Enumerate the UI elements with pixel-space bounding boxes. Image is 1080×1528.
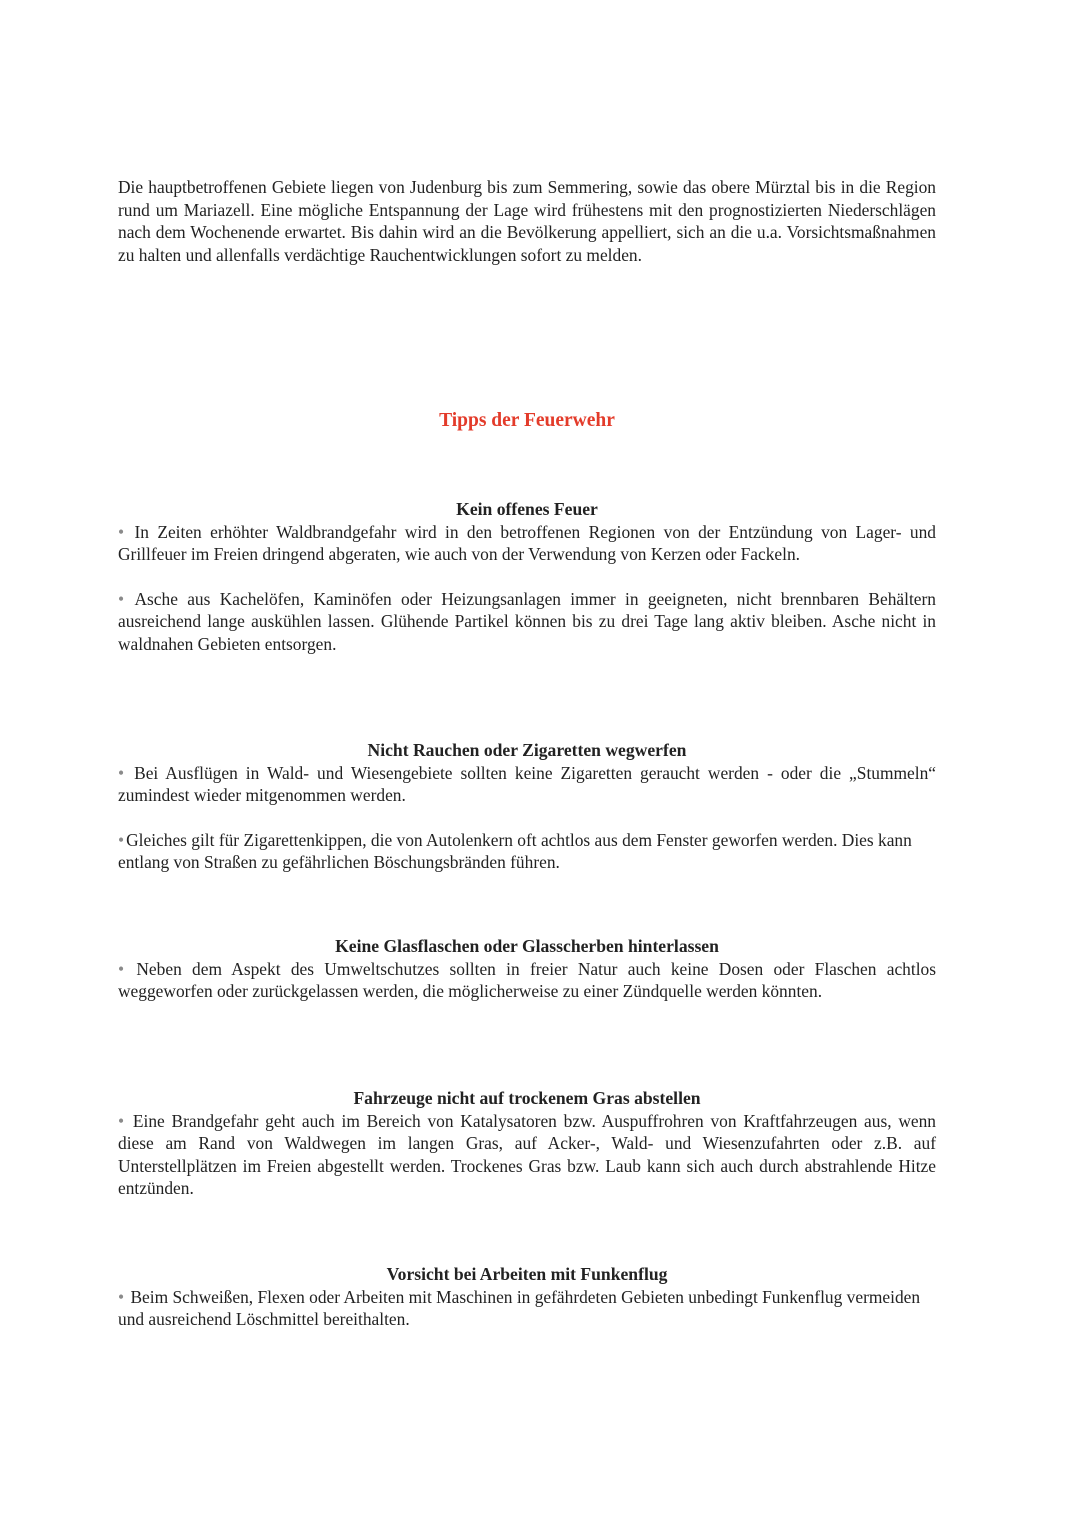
section-kein-offenes-feuer: [118, 498, 936, 656]
bullet-icon: •: [118, 762, 125, 783]
section-fahrzeuge: [118, 1087, 936, 1200]
section-heading: Kein offenes Feuer: [456, 499, 598, 519]
bullet-icon: •: [118, 958, 125, 979]
bullet-paragraph: • Beim Schweißen, Flexen oder Arbeiten mit Maschinen in gefährdeten Gebieten unbedingt Funkenflug vermeiden und ausreichend Löschmittel bereithalten.: [118, 1286, 921, 1330]
bullet-paragraph: • Neben dem Aspekt des Umweltschutzes sollten in freier Natur auch keine Dosen oder Flaschen achtlos weggeworfen oder zurückgelassen werden, die möglicherweise zu einer Zündquelle werden könnten.: [118, 958, 936, 1002]
section-heading: Nicht Rauchen oder Zigaretten wegwerfen: [367, 740, 687, 760]
tips-title: Tipps der Feuerwehr: [439, 410, 615, 431]
intro-paragraph: Die hauptbetroffenen Gebiete liegen von Judenburg bis zum Semmering, sowie das obere Mürztal bis in die Region rund um Mariazell. Eine mögliche Entspannung der Lage wird frühestens mit den prognostizierten Niederschlägen nach dem Wochenende erwartet. Bis dahin wird an die Bevölkerung appelliert, sich an die u.a. Vorsichtsmaßnahmen zu halten und allenfalls verdächtige Rauchentwicklungen sofort zu melden.: [118, 177, 936, 265]
bullet-paragraph: • In Zeiten erhöhter Waldbrandgefahr wird in den betroffenen Regionen von der Entzündung von Lager- und Grillfeuer im Freien dringend abgeraten, wie auch von der Verwendung von Kerzen oder Fackeln.: [118, 521, 936, 565]
bullet-paragraph: • Asche aus Kachelöfen, Kaminöfen oder Heizungsanlagen immer in geeigneten, nicht brennbaren Behältern ausreichend lange auskühlen lassen. Glühende Partikel können bis zu drei Tage lang aktiv bleiben. Asche nicht in waldnahen Gebieten entsorgen.: [118, 588, 937, 654]
section-funkenflug: [118, 1263, 936, 1331]
section-heading: Vorsicht bei Arbeiten mit Funkenflug: [386, 1264, 668, 1284]
section-heading: Fahrzeuge nicht auf trockenem Gras abstellen: [353, 1088, 701, 1108]
bullet-paragraph: • Gleiches gilt für Zigarettenkippen, die von Autolenkern oft achtlos aus dem Fenster geworfen werden. Dies kann entlang von Straßen zu gefährlichen Böschungsbränden führen.: [118, 829, 912, 873]
bullet-icon: •: [118, 1286, 125, 1307]
bullet-icon: •: [118, 588, 125, 609]
bullet-icon: •: [118, 521, 125, 542]
section-nicht-rauchen: [118, 739, 936, 874]
bullet-icon: •: [118, 829, 125, 850]
section-heading: Keine Glasflaschen oder Glasscherben hinterlassen: [335, 936, 719, 956]
bullet-icon: •: [118, 1110, 125, 1131]
section-keine-glasflaschen: [118, 935, 936, 1003]
bullet-paragraph: • Bei Ausflügen in Wald- und Wiesengebiete sollten keine Zigaretten geraucht werden - oder die „Stummeln“ zumindest wieder mitgenommen werden.: [118, 762, 936, 806]
bullet-paragraph: • Eine Brandgefahr geht auch im Bereich von Katalysatoren bzw. Auspuffrohren von Kraftfahrzeugen aus, wenn diese am Rand von Waldwegen im langen Gras, auf Acker-, Wald- und Wiesenzufahrten oder z.B. auf Unterstellplätzen im Freien abgestellt werden. Trockenes Gras bzw. Laub kann sich auch durch abstrahlende Hitze entzünden.: [118, 1110, 936, 1199]
